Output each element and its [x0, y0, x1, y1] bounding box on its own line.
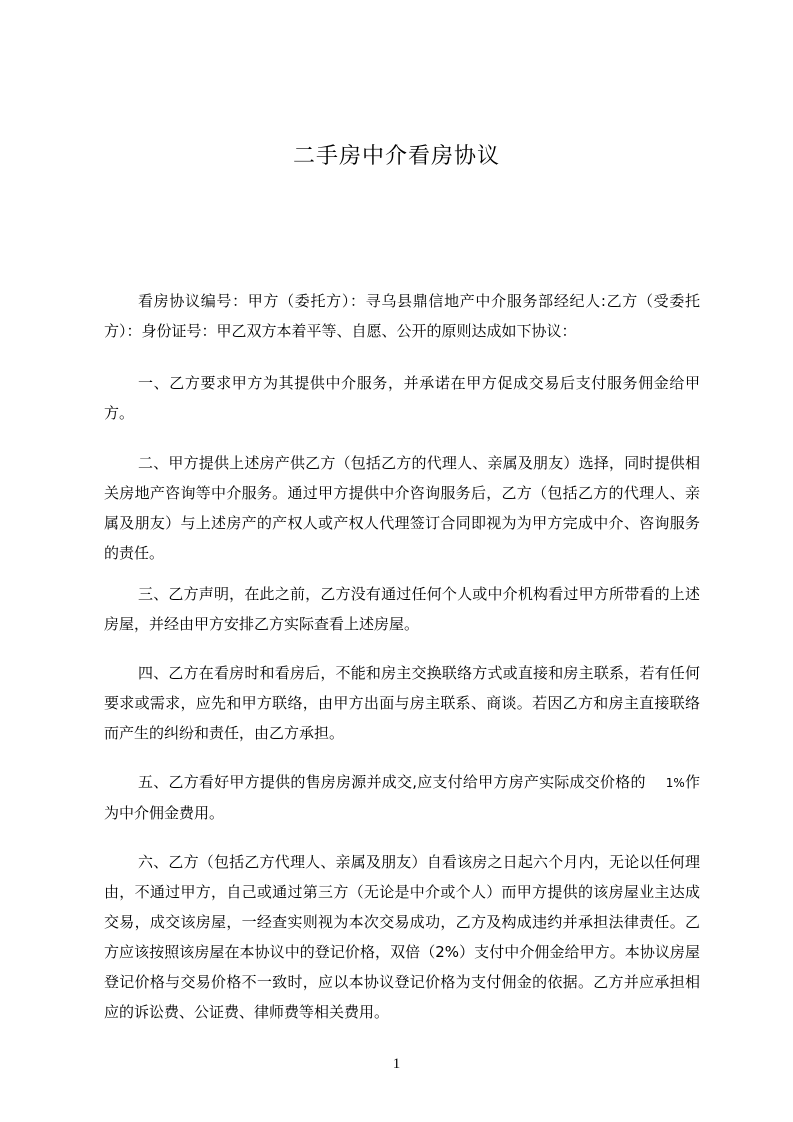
- intro-paragraph: 看房协议编号：甲方（委托方）：寻乌县鼎信地产中介服务部经纪人:乙方（受委托方）：身份证号：甲乙双方本着平等、自愿、公开的原则达成如下协议：: [104, 292, 700, 340]
- clause-1: 一、乙方要求甲方为其提供中介服务，并承诺在甲方促成交易后支付服务佣金给甲方。: [104, 374, 700, 422]
- page-number: 1: [392, 1056, 401, 1072]
- clause-4: 四、乙方在看房时和看房后，不能和房主交换联络方式或直接和房主联系，若有任何要求或需求，应先和甲方联络，由甲方出面与房主联系、商谈。若因乙方和房主直接联络而产生的纠纷和责任，由乙方承担。: [104, 664, 700, 742]
- clause-5: [104, 767, 700, 828]
- clause-3: 三、乙方声明，在此之前，乙方没有通过任何个人或中介机构看过甲方所带看的上述房屋，并经由甲方安排乙方实际查看上述房屋。: [104, 585, 700, 633]
- clause-6: 六、乙方（包括乙方代理人、亲属及朋友）自看该房之日起六个月内，无论以任何理由，不通过甲方，自己或通过第三方（无论是中介或个人）而甲方提供的该房屋业主达成交易，成交该房屋，一经查实则视为本次交易成功，乙方及构成违约并承担法律责任。乙方应该按照该房屋在本协议中的登记价格，双倍（2%）支付中介佣金给甲方。本协议房屋登记价格与交易价格不一致时，应以本协议登记价格为支付佣金的依据。乙方并应承担相应的诉讼费、公证费、律师费等相关费用。: [104, 853, 700, 1021]
- clause-5-text-end: 作为中介佣金费用。: [104, 773, 700, 822]
- clause-2: 二、甲方提供上述房产供乙方（包括乙方的代理人、亲属及朋友）选择，同时提供相关房地产咨询等中介服务。通过甲方提供中介咨询服务后，乙方（包括乙方的代理人、亲属及朋友）与上述房产的产权人或产权人代理签订合同即视为为甲方完成中介、咨询服务的责任。: [104, 454, 700, 562]
- clause-5-text: 五、乙方看好甲方提供的售房房源并成交,应支付给甲方房产实际成交价格的: [138, 773, 646, 791]
- document-title: 二手房中介看房协议: [292, 144, 500, 169]
- commission-percent: 1%: [665, 776, 685, 790]
